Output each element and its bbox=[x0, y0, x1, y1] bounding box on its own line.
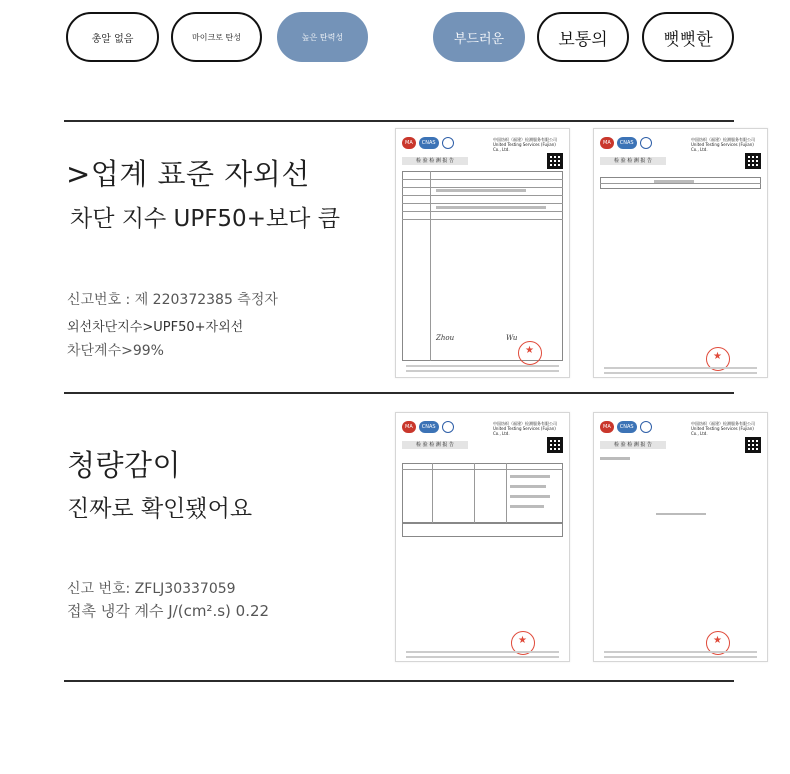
report-company: 中国纺织（福建）检测服务有限公司 United Testing Services (Fujian) Co., Ltd. bbox=[691, 421, 755, 436]
option-label: 뻣뻣한 bbox=[663, 29, 713, 50]
option-label: 높은 탄력성 bbox=[301, 32, 344, 42]
option-label: 총알 없음 bbox=[91, 33, 134, 45]
report-company: 中国纺织（福建）检测服务有限公司 United Testing Services (Fujian) Co., Ltd. bbox=[493, 421, 557, 436]
qr-code bbox=[547, 437, 563, 453]
report-title: 检 验 检 测 报 告 bbox=[402, 441, 468, 449]
option-stiff[interactable] bbox=[642, 12, 734, 62]
report-title: 检 验 检 测 报 告 bbox=[600, 157, 666, 165]
option-label: 보통의 bbox=[558, 29, 608, 50]
uv-heading: >업계 표준 자외선 bbox=[66, 157, 310, 191]
cooling-report-number: 신고 번호: ZFLJ30337059 bbox=[67, 581, 236, 597]
option-label: 마이크로 탄성 bbox=[192, 32, 241, 42]
report-company: 中国纺织（福建）检测服务有限公司 United Testing Services (Fujian) Co., Ltd. bbox=[493, 137, 557, 152]
uv-subheading: 차단 지수 UPF50+보다 큼 bbox=[70, 206, 340, 232]
qr-code bbox=[547, 153, 563, 169]
qr-code bbox=[745, 153, 761, 169]
divider-top bbox=[64, 120, 734, 122]
cooling-heading: 청량감이 bbox=[67, 448, 182, 482]
option-normal[interactable] bbox=[537, 12, 629, 62]
option-label: 부드러운 bbox=[453, 31, 505, 47]
uv-detail-line1: 외선차단지수>UPF50+자외선 bbox=[67, 320, 244, 335]
report-title: 检 验 检 测 报 告 bbox=[402, 157, 468, 165]
cooling-subheading: 진짜로 확인됐어요 bbox=[67, 496, 253, 522]
divider-bottom bbox=[64, 680, 734, 682]
divider-middle bbox=[64, 392, 734, 394]
option-soft[interactable] bbox=[433, 12, 525, 62]
report-title: 检 验 检 测 报 告 bbox=[600, 441, 666, 449]
option-no-bullet[interactable] bbox=[66, 12, 159, 62]
uv-detail-line2: 차단계수>99% bbox=[67, 343, 164, 359]
report-company: 中国纺织（福建）检测服务有限公司 United Testing Services (Fujian) Co., Ltd. bbox=[691, 137, 755, 152]
test-report-image-1: MA CNAS 中国纺织（福建）检测服务有限公司 United Testing Services (Fujian) Co., Ltd. 检 验 检 测 报 告 Zhou Wu ★ bbox=[395, 128, 570, 378]
uv-report-number: 신고번호 : 제 220372385 측정자 bbox=[67, 292, 278, 308]
option-high-elastic[interactable] bbox=[277, 12, 368, 62]
cooling-detail-line1: 접촉 냉각 계수 J/(cm².s) 0.22 bbox=[67, 602, 270, 620]
option-micro-elastic[interactable] bbox=[171, 12, 262, 62]
test-report-image-3: MA CNAS 中国纺织（福建）检测服务有限公司 United Testing Services (Fujian) Co., Ltd. 检 验 检 测 报 告 ★ bbox=[395, 412, 570, 662]
test-report-image-2: MA CNAS 中国纺织（福建）检测服务有限公司 United Testing Services (Fujian) Co., Ltd. 检 验 检 测 报 告 ★ bbox=[593, 128, 768, 378]
test-report-image-4: MA CNAS 中国纺织（福建）检测服务有限公司 United Testing Services (Fujian) Co., Ltd. 检 验 检 测 报 告 ★ bbox=[593, 412, 768, 662]
qr-code bbox=[745, 437, 761, 453]
